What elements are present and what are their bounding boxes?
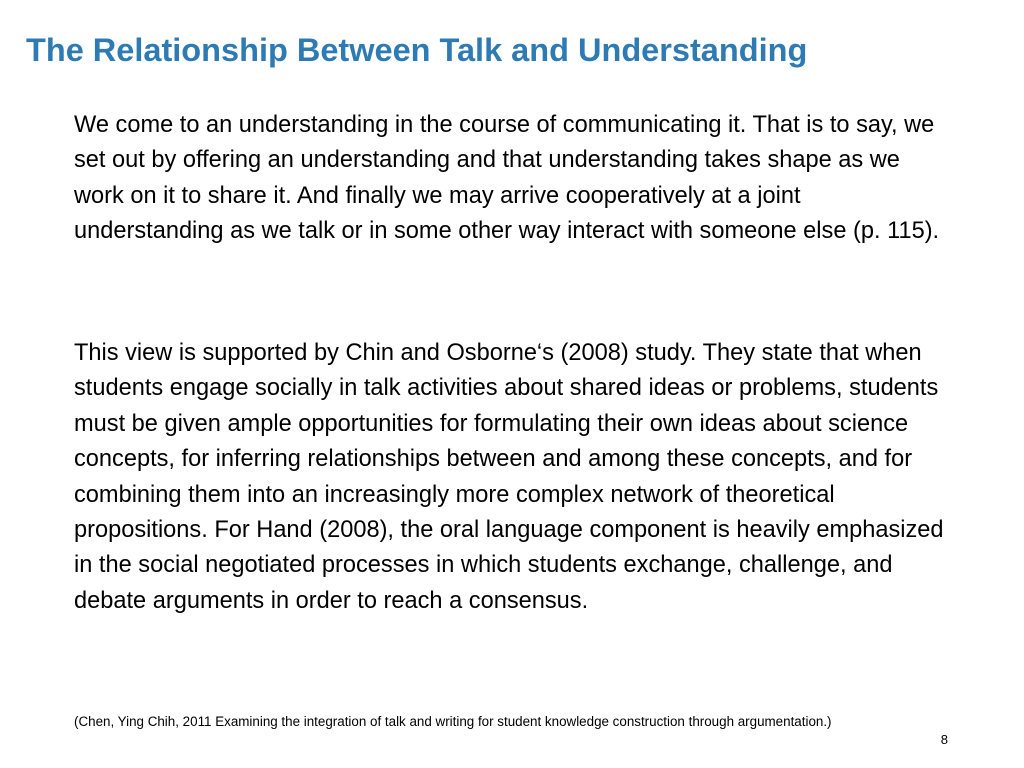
quote-paragraph: We come to an understanding in the course of communicating it. That is to say, we set out by offering an understanding and that understanding takes shape as we work on it to share it. And finally we may arrive cooperatively at a joint understanding as we talk or in some other way interact with someone else (p. 115). [74,112,940,245]
slide-number: 8 [940,732,948,747]
body-paragraph: This view is supported by Chin and Osborne‘s (2008) study. They state that when students engage socially in talk activities about shared ideas or problems, students must be given ample opportunities for formulating their own ideas about science concepts, for inferring relationships between and among these concepts, and for combining them into an increasingly more complex network of theoretical propositions. For Hand (2008), the oral language component is heavily emphasized in the social negotiated processes in which students exchange, challenge, and debate arguments in order to reach a consensus. [74,340,944,614]
slide-title: The Relationship Between Talk and Understanding [26,32,808,68]
citation-footnote: (Chen, Ying Chih, 2011 Examining the integration of talk and writing for student knowledge construction through argumentation.) [74,714,832,729]
